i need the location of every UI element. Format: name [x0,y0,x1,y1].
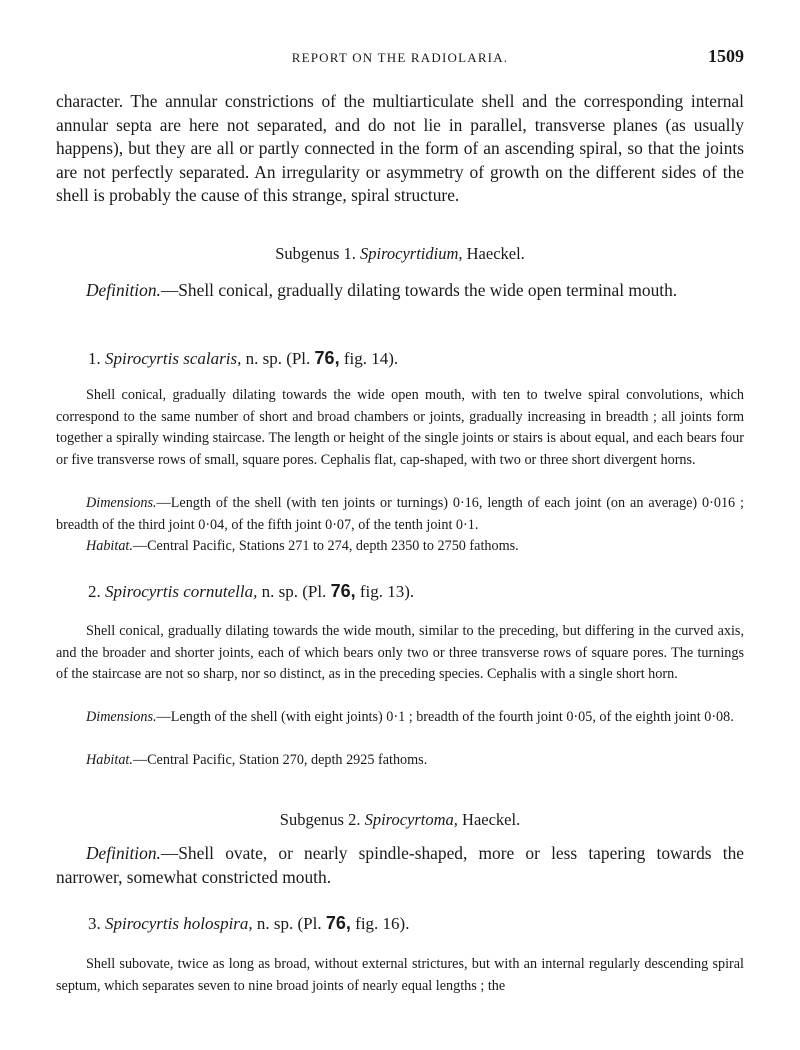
running-head [56,48,744,70]
definition-text: —Shell conical, gradually dilating towards the wide open terminal mouth. [160,280,678,300]
species-2-status: n. sp. (Pl. [261,582,327,601]
species-2-heading [56,581,776,602]
species-2-description: Shell conical, gradually dilating towards the wide mouth, similar to the preceding, but differing in the curved axis, and the broader and shorter joints, each of which bears only two or three transverse rows of square pores. The turnings of the staircase are not so sharp, nor so distinct, as in the preceding species. Cephalis with a single short horn. [56,623,744,682]
running-title: REPORT ON THE RADIOLARIA. [291,50,509,65]
species-2-habitat [56,750,744,772]
species-1-description: Shell conical, gradually dilating towards the wide open mouth, with ten to twelve spiral convolutions, which correspond to the same number of short and broad chambers or joints, gradually increasing in breadth ; all joints form together a spirally winding staircase. The length or height of the single joints or stairs is about equal, and each bears four or five transverse rows of small, square pores. Cephalis flat, cap-shaped, with two or three short divergent horns. [56,387,744,468]
habitat-label: Habitat. [86,752,133,768]
species-2-name: Spirocyrtis cornutella, [105,582,258,601]
species-1-plate: 76, [314,348,340,368]
species-3-figure: fig. 16). [355,914,410,933]
species-3-heading [56,913,776,934]
subgenus-1-name: Spirocyrtidium, [359,244,463,263]
subgenus-1-author: Haeckel. [466,244,525,263]
species-2-dimensions [56,707,744,729]
subgenus-2-author: Haeckel. [462,810,521,829]
subgenus-1-heading [56,244,744,264]
species-1-status: n. sp. (Pl. [245,349,311,368]
species-1-figure: fig. 14). [343,349,399,368]
species-3-number: 3. [88,914,101,933]
species-2-number: 2. [88,582,101,601]
habitat-text: —Central Pacific, Station 270, depth 2925 fathoms. [132,752,428,768]
species-3-plate: 76, [325,913,351,933]
dimensions-text: —Length of the shell (with eight joints) 0·1 ; breadth of the fourth joint 0·05, of the eighth joint 0·08. [156,709,734,725]
species-1-heading [56,348,776,369]
species-3-status: n. sp. (Pl. [256,914,322,933]
subgenus-1-definition [56,279,744,303]
species-1-habitat [56,536,744,558]
intro-paragraph: character. The annular constrictions of the multiarticulate shell and the corresponding internal annular septa are here not separated, and do not lie in parallel, transverse planes (as usually happens), but they are all or partly connected in the form of an ascending spiral, so that the joints are not perfectly separated. An irregularity or asymmetry of growth on the different sides of the shell is probably the cause of this strange, spiral structure. [56,91,744,205]
page-number: 1509 [708,46,744,66]
species-3-name: Spirocyrtis holospira, [105,914,253,933]
subgenus-2-name: Spirocyrtoma, [364,810,458,829]
subgenus-2-definition [56,842,744,889]
definition-label: Definition. [86,280,161,300]
species-2-plate: 76, [330,581,356,601]
subgenus-1-prefix: Subgenus 1. [275,244,356,263]
definition-text: —Shell ovate, or nearly spindle-shaped, more or less tapering towards the narrower, somewhat constricted mouth. [56,843,744,887]
subgenus-2-prefix: Subgenus 2. [279,810,361,829]
dimensions-label: Dimensions. [86,709,157,725]
species-1-name: Spirocyrtis scalaris, [105,349,242,368]
species-2-figure: fig. 13). [359,582,415,601]
dimensions-text: —Length of the shell (with ten joints or turnings) 0·16, length of each joint (on an average) 0·016 ; breadth of the third joint 0·04, of the fifth joint 0·07, of the tenth joint 0·1. [56,495,744,533]
dimensions-label: Dimensions. [86,495,157,511]
habitat-text: —Central Pacific, Stations 271 to 274, depth 2350 to 2750 fathoms. [132,538,519,554]
species-3-description: Shell subovate, twice as long as broad, without external strictures, but with an internal regularly descending spiral septum, which separates seven to nine broad joints of nearly equal lengths ; the [56,956,744,994]
subgenus-2-heading [56,810,744,830]
species-1-number: 1. [88,349,101,368]
definition-label: Definition. [86,843,161,863]
species-1-dimensions [56,493,744,536]
habitat-label: Habitat. [86,538,133,554]
